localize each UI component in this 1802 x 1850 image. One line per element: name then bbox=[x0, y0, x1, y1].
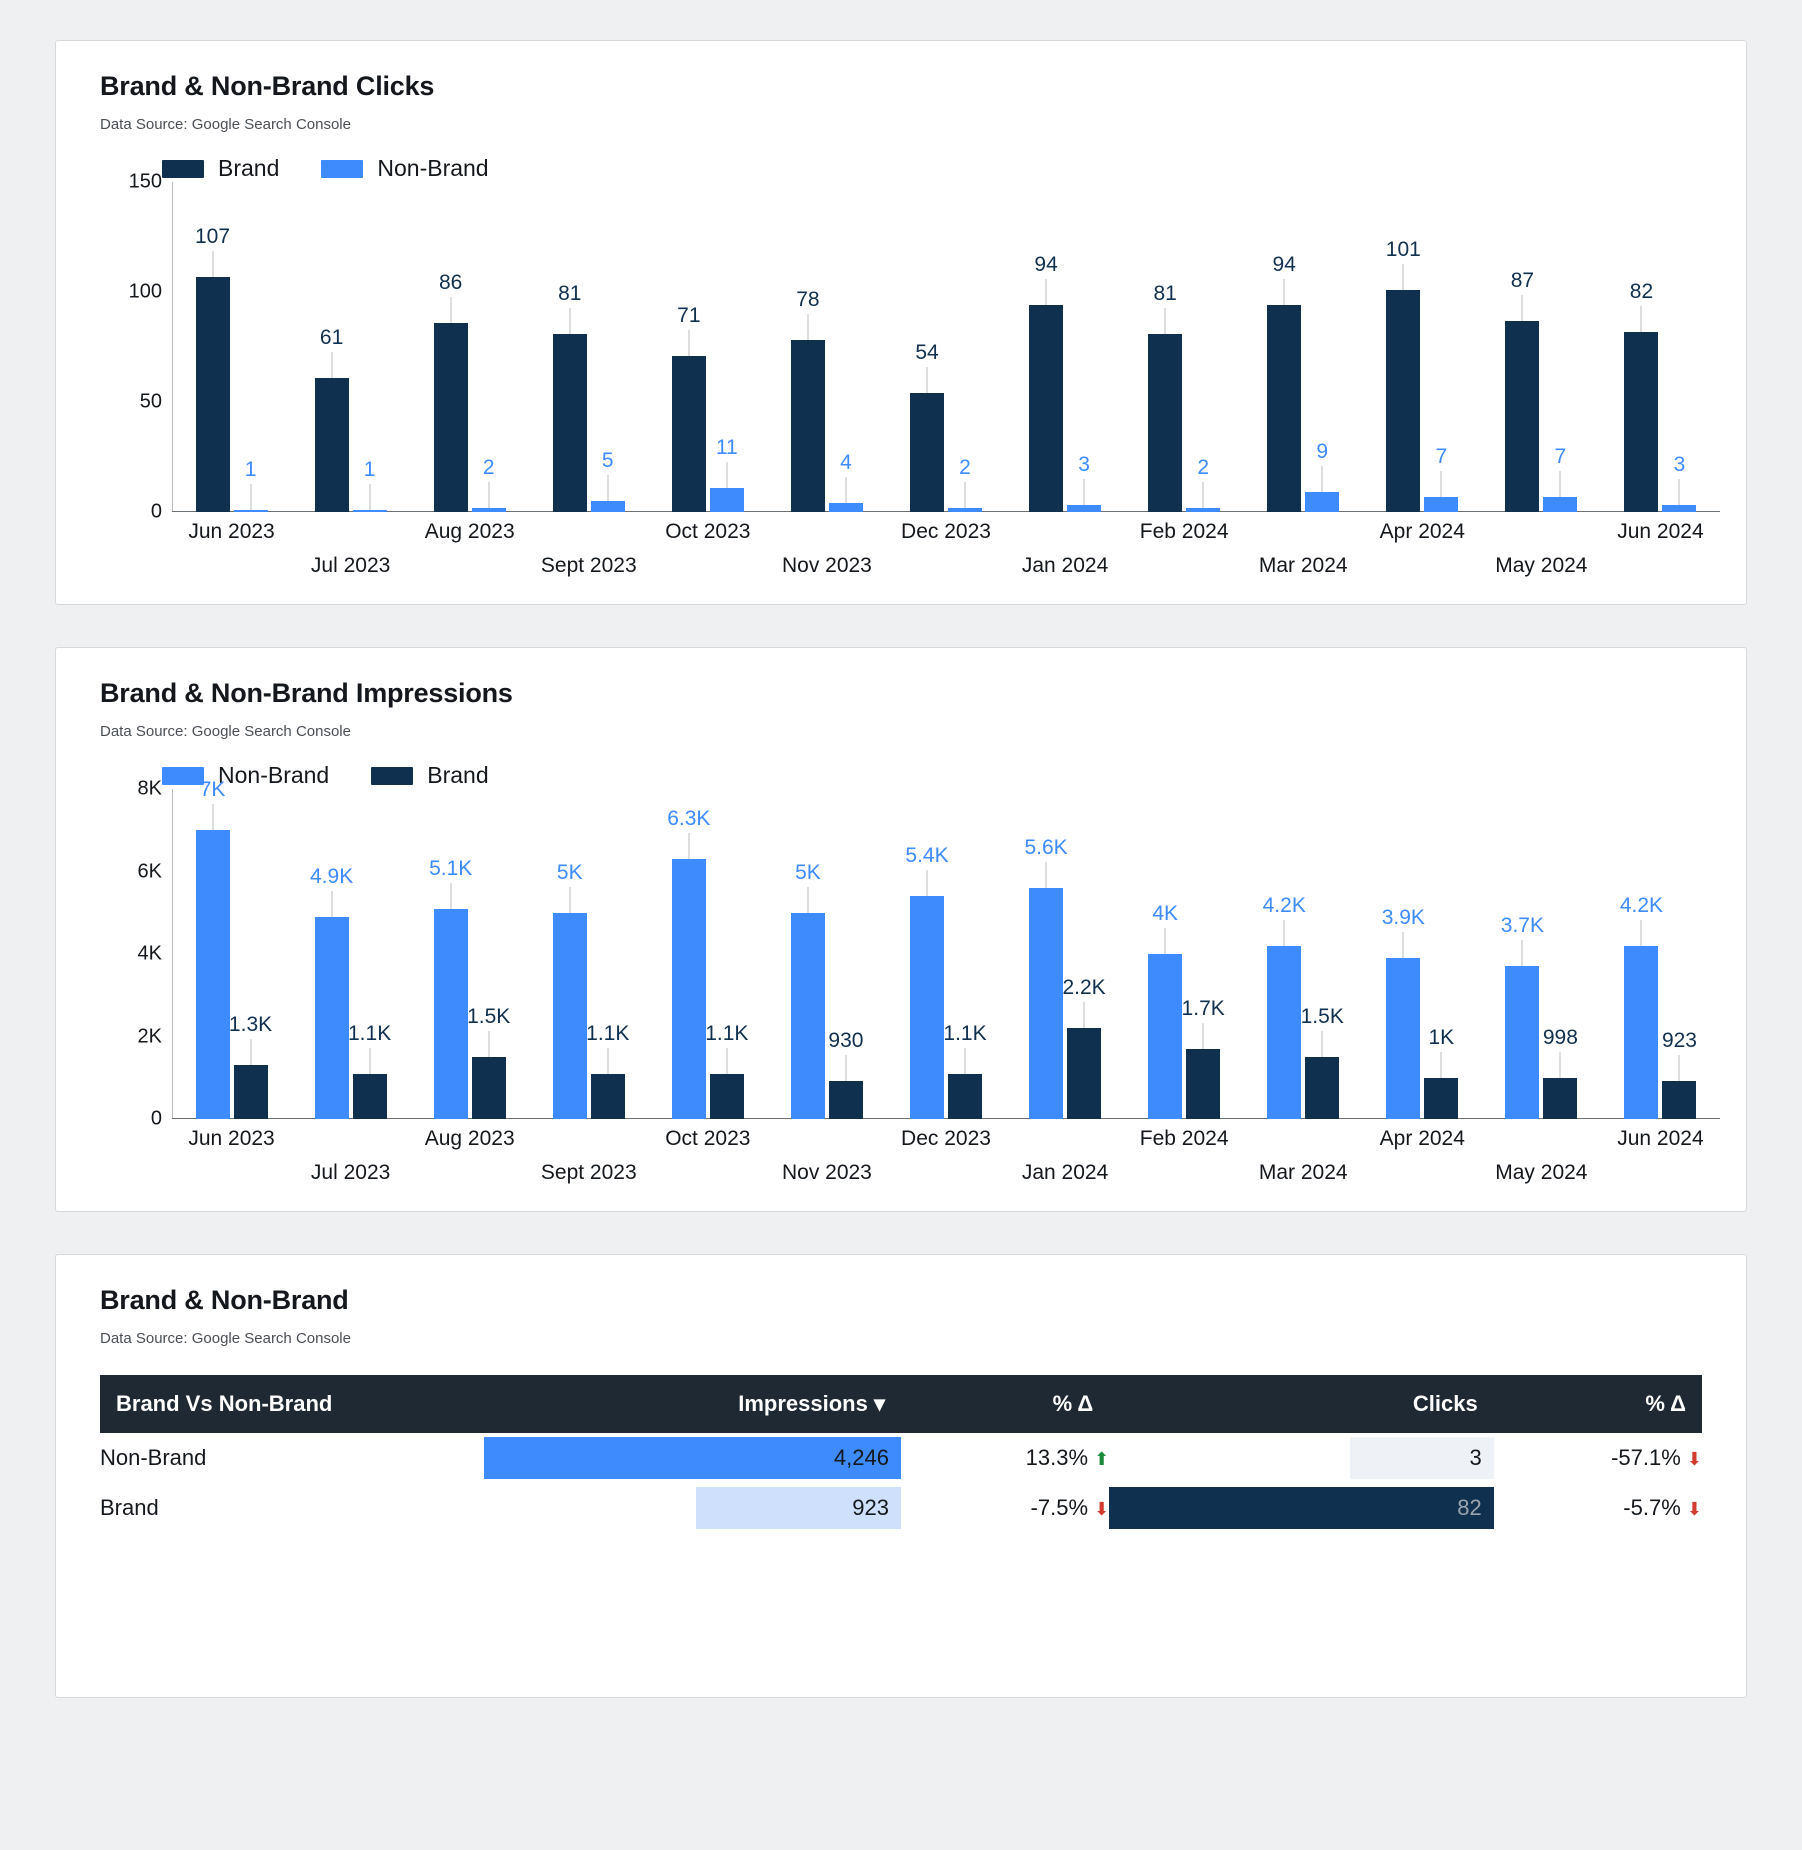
bar-value-label: 3.9K bbox=[1381, 906, 1425, 930]
bar-stem bbox=[450, 297, 451, 323]
bar-non-brand[interactable] bbox=[1500, 789, 1544, 1119]
bar-group bbox=[1244, 789, 1363, 1119]
bar-non-brand[interactable] bbox=[1619, 789, 1664, 1119]
row-label: Brand bbox=[100, 1495, 159, 1520]
bar-stem bbox=[607, 1048, 608, 1074]
bar-brand[interactable] bbox=[1148, 182, 1182, 512]
bar-value-label: 6.3K bbox=[667, 807, 711, 831]
legend-label-non-brand: Non-Brand bbox=[377, 155, 489, 181]
bar-value-label: 2 bbox=[959, 455, 971, 479]
bar-group bbox=[648, 789, 767, 1119]
clicks-delta-cell bbox=[1494, 1433, 1702, 1483]
bar-brand[interactable] bbox=[1543, 789, 1577, 1119]
bar-value-label: 54 bbox=[915, 341, 939, 365]
bar-brand[interactable] bbox=[553, 182, 587, 512]
bar-value-label: 81 bbox=[1153, 281, 1177, 305]
bar-stem bbox=[1679, 1055, 1680, 1081]
impressions-delta-value: 13.3% bbox=[1025, 1445, 1089, 1470]
x-axis-label: Feb 2024 bbox=[1139, 1127, 1229, 1150]
bar-brand[interactable] bbox=[1505, 182, 1539, 512]
bar-value-label: 1.1K bbox=[348, 1021, 392, 1045]
bar-stem bbox=[726, 462, 727, 488]
bar-stem bbox=[1084, 479, 1085, 505]
impressions-value: 4,246 bbox=[833, 1445, 889, 1470]
x-axis-label: Nov 2023 bbox=[781, 1161, 872, 1184]
bar-brand[interactable] bbox=[434, 182, 468, 512]
bar-group bbox=[529, 182, 648, 512]
bar-non-brand[interactable] bbox=[791, 789, 825, 1119]
impressions-delta-cell bbox=[901, 1433, 1109, 1483]
x-axis-label: Oct 2023 bbox=[665, 1127, 751, 1150]
bar-non-brand[interactable] bbox=[829, 182, 863, 512]
clicks-value: 82 bbox=[1457, 1495, 1482, 1520]
impressions-cell bbox=[484, 1483, 901, 1533]
table-row[interactable] bbox=[100, 1433, 1702, 1483]
bar-value-label: 998 bbox=[1542, 1025, 1578, 1049]
bar-stem bbox=[250, 484, 251, 510]
bar-stem bbox=[607, 475, 608, 501]
bar-non-brand[interactable] bbox=[1543, 182, 1577, 512]
bar-brand[interactable] bbox=[1424, 789, 1458, 1119]
y-tick-label: 4K bbox=[137, 942, 162, 965]
bar-value-label: 1.3K bbox=[228, 1013, 273, 1037]
y-tick-label: 50 bbox=[139, 390, 162, 413]
bar-stem bbox=[488, 1031, 489, 1057]
bar-group bbox=[410, 182, 529, 512]
clicks-chart bbox=[100, 170, 1720, 590]
bar-value-label: 87 bbox=[1510, 268, 1535, 292]
bar-stem bbox=[688, 833, 689, 859]
bar-stem bbox=[1046, 279, 1047, 305]
bar-group bbox=[1482, 182, 1601, 512]
bar-value-label: 2 bbox=[1197, 455, 1209, 479]
legend-label-non-brand: Non-Brand bbox=[218, 762, 330, 788]
impressions-chart bbox=[100, 777, 1720, 1197]
impressions-x-labels bbox=[172, 1119, 1720, 1197]
bar-value-label: 4 bbox=[840, 451, 852, 475]
x-axis-label: Jan 2024 bbox=[1021, 554, 1109, 577]
bar-value-label: 1.1K bbox=[586, 1021, 630, 1045]
bar-stem bbox=[845, 1055, 846, 1081]
impressions-delta-cell bbox=[901, 1483, 1109, 1533]
bar-value-label: 1.5K bbox=[1300, 1005, 1344, 1029]
bar-stem bbox=[212, 804, 213, 830]
data-source-label: Data Source: Google Search Console bbox=[100, 116, 351, 133]
y-tick-label: 0 bbox=[150, 500, 162, 523]
x-axis-label: Jan 2024 bbox=[1021, 1161, 1109, 1184]
bar-value-label: 78 bbox=[796, 288, 820, 312]
x-axis-label: Jul 2023 bbox=[310, 1161, 391, 1184]
column-header-clicks[interactable]: Clicks bbox=[1109, 1375, 1493, 1433]
bar-group bbox=[1363, 789, 1482, 1119]
bar-group bbox=[1482, 789, 1601, 1119]
table-empty-space bbox=[82, 1533, 1720, 1683]
bar-stem bbox=[1441, 471, 1442, 497]
bar-stem bbox=[1441, 1052, 1442, 1078]
bar-stem bbox=[688, 330, 689, 356]
x-axis-label: Oct 2023 bbox=[665, 520, 751, 543]
bar-brand[interactable] bbox=[1386, 182, 1420, 512]
table-header-row bbox=[100, 1375, 1702, 1433]
bar-brand[interactable] bbox=[1062, 789, 1106, 1119]
legend-swatch-brand bbox=[371, 767, 413, 785]
bar-non-brand[interactable] bbox=[905, 789, 949, 1119]
bar-brand[interactable] bbox=[1300, 789, 1344, 1119]
x-axis-label: Mar 2024 bbox=[1258, 1161, 1348, 1184]
x-axis-label: Apr 2024 bbox=[1379, 520, 1465, 543]
bar-group bbox=[291, 182, 410, 512]
bar-non-brand[interactable] bbox=[429, 789, 473, 1119]
bar-stem bbox=[1322, 1031, 1323, 1057]
bar-value-label: 3 bbox=[1078, 453, 1090, 477]
bar-value-label: 923 bbox=[1661, 1028, 1697, 1052]
x-axis-label: Dec 2023 bbox=[901, 520, 991, 543]
bar-stem bbox=[1203, 1023, 1204, 1049]
bar-stem bbox=[845, 477, 846, 503]
bar-brand[interactable] bbox=[672, 182, 706, 512]
bar-non-brand[interactable] bbox=[1262, 789, 1306, 1119]
arrow-down-icon: ⬇ bbox=[1686, 1449, 1702, 1469]
bar-value-label: 5K bbox=[556, 860, 583, 884]
bar-value-label: 5.6K bbox=[1024, 836, 1068, 859]
bar-stem bbox=[369, 484, 370, 510]
bar-brand[interactable] bbox=[1624, 182, 1658, 512]
bar-value-label: 7 bbox=[1435, 444, 1448, 468]
bar-value-label: 7 bbox=[1554, 444, 1567, 468]
bar-non-brand[interactable] bbox=[1067, 182, 1101, 512]
bar-value-label: 3.7K bbox=[1500, 914, 1544, 938]
clicks-y-axis bbox=[100, 170, 172, 523]
impressions-legend bbox=[162, 762, 1720, 789]
bar-stem bbox=[1165, 928, 1166, 954]
bar-non-brand[interactable] bbox=[1662, 182, 1696, 512]
bar-stem bbox=[331, 352, 332, 378]
bar-brand[interactable] bbox=[467, 789, 511, 1119]
arrow-down-icon: ⬇ bbox=[1094, 1499, 1110, 1519]
legend-swatch-brand bbox=[162, 160, 204, 178]
arrow-down-icon: ⬇ bbox=[1686, 1499, 1702, 1519]
x-axis-label: Jun 2023 bbox=[188, 1127, 275, 1150]
table-row[interactable] bbox=[100, 1483, 1702, 1533]
bar-value-label: 4.9K bbox=[310, 864, 354, 888]
bar-value-label: 1.1K bbox=[705, 1021, 749, 1045]
arrow-up-icon: ⬆ bbox=[1094, 1449, 1110, 1469]
bar-value-label: 81 bbox=[558, 281, 582, 305]
x-axis-label: Mar 2024 bbox=[1258, 554, 1348, 577]
bar-non-brand[interactable] bbox=[1381, 789, 1425, 1119]
bar-non-brand[interactable] bbox=[591, 182, 625, 512]
bar-stem bbox=[369, 1048, 370, 1074]
bar-group bbox=[172, 778, 291, 1119]
bar-non-brand[interactable] bbox=[948, 182, 982, 512]
bar-group bbox=[1601, 789, 1720, 1119]
x-axis-label: Jul 2023 bbox=[310, 554, 391, 577]
bar-value-label: 101 bbox=[1385, 237, 1421, 261]
bar-stem bbox=[1641, 920, 1642, 946]
bar-group bbox=[1006, 182, 1125, 512]
bar-stem bbox=[250, 1039, 251, 1065]
bar-stem bbox=[212, 251, 213, 277]
impressions-y-axis bbox=[100, 777, 172, 1130]
brand-vs-non-brand-table bbox=[100, 1375, 1702, 1533]
y-tick-label: 0 bbox=[150, 1107, 162, 1130]
bar-value-label: 107 bbox=[195, 224, 231, 248]
bar-brand[interactable] bbox=[1267, 182, 1301, 512]
bar-value-label: 94 bbox=[1034, 253, 1058, 277]
legend-label-brand: Brand bbox=[427, 762, 489, 788]
bar-stem bbox=[1403, 264, 1404, 290]
clicks-delta-cell bbox=[1494, 1483, 1702, 1533]
bar-stem bbox=[450, 883, 451, 909]
bar-brand[interactable] bbox=[943, 789, 987, 1119]
impressions-title: Brand & Non-Brand Impressions bbox=[100, 678, 513, 708]
bar-stem bbox=[1679, 479, 1680, 505]
bar-stem bbox=[927, 367, 928, 393]
bar-brand[interactable] bbox=[1662, 789, 1696, 1119]
bar-group bbox=[1125, 182, 1244, 512]
bar-stem bbox=[1641, 306, 1642, 332]
x-axis-label: Aug 2023 bbox=[424, 1127, 515, 1150]
column-header-impressions-label: Impressions bbox=[738, 1391, 868, 1416]
clicks-delta-value: -57.1% bbox=[1611, 1445, 1681, 1470]
x-axis-label: Dec 2023 bbox=[901, 1127, 991, 1150]
x-axis-label: May 2024 bbox=[1495, 1161, 1588, 1184]
clicks-cell bbox=[1109, 1483, 1493, 1533]
bar-value-label: 82 bbox=[1629, 279, 1654, 303]
x-axis-label: Jun 2024 bbox=[1617, 520, 1704, 543]
bar-brand[interactable] bbox=[791, 182, 825, 512]
bar-value-label: 1.5K bbox=[467, 1005, 511, 1029]
bar-group bbox=[1363, 182, 1482, 512]
bar-stem bbox=[1084, 1002, 1085, 1028]
column-header-clicks-delta[interactable]: % Δ bbox=[1494, 1375, 1702, 1433]
data-source-label: Data Source: Google Search Console bbox=[100, 723, 351, 740]
bar-brand[interactable] bbox=[829, 789, 863, 1119]
x-axis-label: Nov 2023 bbox=[781, 554, 872, 577]
bar-value-label: 930 bbox=[828, 1028, 864, 1052]
bar-brand[interactable] bbox=[910, 182, 944, 512]
bar-stem bbox=[965, 482, 966, 508]
clicks-cell bbox=[1109, 1433, 1493, 1483]
y-tick-label: 8K bbox=[137, 777, 162, 800]
bar-group bbox=[1006, 789, 1125, 1119]
bar-stem bbox=[488, 482, 489, 508]
bar-group bbox=[1244, 182, 1363, 512]
legend-swatch-non-brand bbox=[162, 767, 204, 785]
x-axis-label: Sept 2023 bbox=[540, 1161, 637, 1184]
y-tick-label: 150 bbox=[128, 170, 162, 193]
bar-non-brand[interactable] bbox=[353, 182, 387, 512]
clicks-legend bbox=[162, 155, 1720, 182]
bar-group bbox=[529, 789, 648, 1119]
bar-stem bbox=[1284, 920, 1285, 946]
bar-value-label: 4.2K bbox=[1262, 893, 1306, 917]
bar-stem bbox=[807, 314, 808, 340]
bar-non-brand[interactable] bbox=[196, 778, 230, 1119]
bar-value-label: 1 bbox=[363, 457, 376, 481]
bar-stem bbox=[1284, 279, 1285, 305]
bar-stem bbox=[1403, 932, 1404, 958]
bar-stem bbox=[1560, 471, 1561, 497]
bar-group bbox=[1125, 789, 1244, 1119]
bar-non-brand[interactable] bbox=[1186, 182, 1220, 512]
bar-brand[interactable] bbox=[228, 789, 273, 1119]
y-tick-label: 6K bbox=[137, 860, 162, 882]
column-header-name[interactable]: Brand Vs Non-Brand bbox=[100, 1375, 484, 1433]
bar-non-brand[interactable] bbox=[310, 789, 354, 1119]
bar-stem bbox=[927, 870, 928, 896]
bar-brand[interactable] bbox=[1181, 789, 1225, 1119]
bar-value-label: 61 bbox=[319, 325, 344, 349]
clicks-bars bbox=[172, 182, 1720, 512]
impressions-delta-value: -7.5% bbox=[1030, 1495, 1089, 1520]
legend-item-non-brand[interactable] bbox=[162, 762, 329, 789]
clicks-bar bbox=[1109, 1487, 1493, 1529]
bar-group bbox=[886, 789, 1005, 1119]
legend-item-non-brand[interactable] bbox=[321, 155, 488, 182]
bar-stem bbox=[331, 891, 332, 917]
bar-non-brand[interactable] bbox=[1305, 182, 1339, 512]
bar-non-brand[interactable] bbox=[710, 182, 744, 512]
bar-brand[interactable] bbox=[315, 182, 349, 512]
bar-stem bbox=[569, 308, 570, 334]
bar-non-brand[interactable] bbox=[553, 789, 587, 1119]
legend-label-brand: Brand bbox=[218, 155, 280, 181]
legend-item-brand[interactable] bbox=[371, 762, 488, 789]
bar-stem bbox=[569, 887, 570, 913]
x-axis-label: Sept 2023 bbox=[540, 554, 637, 577]
bar-non-brand[interactable] bbox=[667, 789, 711, 1119]
page-title: Brand & Non-Brand Clicks bbox=[100, 71, 435, 101]
impressions-chart-card bbox=[55, 647, 1747, 1212]
x-axis-label: Apr 2024 bbox=[1379, 1127, 1465, 1150]
bar-non-brand[interactable] bbox=[472, 182, 506, 512]
clicks-delta-value: -5.7% bbox=[1623, 1495, 1681, 1520]
bar-brand[interactable] bbox=[586, 789, 630, 1119]
bar-value-label: 4.2K bbox=[1619, 893, 1664, 917]
bar-value-label: 1.7K bbox=[1181, 996, 1225, 1020]
column-header-impressions[interactable] bbox=[484, 1375, 901, 1433]
x-axis-label: May 2024 bbox=[1495, 554, 1588, 577]
bar-value-label: 11 bbox=[715, 435, 738, 459]
bar-value-label: 9 bbox=[1316, 440, 1329, 464]
bar-value-label: 3 bbox=[1673, 453, 1686, 477]
row-label: Non-Brand bbox=[100, 1445, 207, 1470]
bar-stem bbox=[1203, 482, 1204, 508]
bar-stem bbox=[726, 1048, 727, 1074]
legend-swatch-non-brand bbox=[321, 160, 363, 178]
bar-group bbox=[410, 789, 529, 1119]
bar-value-label: 5 bbox=[601, 449, 614, 472]
bar-value-label: 71 bbox=[677, 303, 701, 327]
x-axis-label: Jun 2023 bbox=[188, 520, 275, 543]
bar-non-brand[interactable] bbox=[234, 182, 268, 512]
impressions-bars bbox=[172, 778, 1720, 1119]
bar-value-label: 1 bbox=[244, 457, 257, 481]
bar-stem bbox=[1522, 940, 1523, 966]
clicks-value: 3 bbox=[1469, 1445, 1482, 1470]
bar-group bbox=[172, 182, 291, 512]
bar-group bbox=[767, 789, 886, 1119]
bar-value-label: 5K bbox=[795, 860, 821, 884]
bar-brand[interactable] bbox=[705, 789, 749, 1119]
bar-value-label: 1.1K bbox=[943, 1021, 987, 1045]
bar-group bbox=[1601, 182, 1720, 512]
x-axis-label: Feb 2024 bbox=[1139, 520, 1229, 543]
legend-item-brand[interactable] bbox=[162, 155, 279, 182]
bar-non-brand[interactable] bbox=[1024, 789, 1068, 1119]
bar-non-brand[interactable] bbox=[1424, 182, 1458, 512]
impressions-cell bbox=[484, 1433, 901, 1483]
bar-group bbox=[648, 182, 767, 512]
bar-stem bbox=[1046, 862, 1047, 888]
bar-group bbox=[886, 182, 1005, 512]
bar-stem bbox=[1165, 308, 1166, 334]
brand-table-card bbox=[55, 1254, 1747, 1698]
bar-stem bbox=[1322, 466, 1323, 492]
x-axis-label: Jun 2024 bbox=[1617, 1127, 1704, 1150]
bar-stem bbox=[965, 1048, 966, 1074]
bar-value-label: 7K bbox=[199, 778, 226, 802]
bar-group bbox=[767, 182, 886, 512]
bar-brand[interactable] bbox=[1029, 182, 1063, 512]
y-tick-label: 100 bbox=[128, 280, 162, 303]
bar-non-brand[interactable] bbox=[1148, 789, 1182, 1119]
x-axis-label: Aug 2023 bbox=[424, 520, 515, 543]
impressions-value: 923 bbox=[852, 1495, 889, 1520]
bar-value-label: 2 bbox=[482, 455, 495, 479]
bar-stem bbox=[1522, 295, 1523, 321]
bar-value-label: 86 bbox=[439, 270, 463, 294]
table-title: Brand & Non-Brand bbox=[100, 1285, 349, 1315]
y-tick-label: 2K bbox=[137, 1025, 162, 1047]
clicks-x-labels bbox=[172, 512, 1720, 590]
bar-brand[interactable] bbox=[348, 789, 392, 1119]
bar-value-label: 2.2K bbox=[1062, 976, 1106, 1000]
bar-value-label: 1K bbox=[1428, 1025, 1455, 1049]
sort-desc-icon[interactable]: ▾ bbox=[873, 1391, 885, 1416]
bar-value-label: 94 bbox=[1272, 253, 1296, 277]
bar-stem bbox=[1560, 1052, 1561, 1078]
column-header-impressions-delta[interactable]: % Δ bbox=[901, 1375, 1109, 1433]
bar-brand[interactable] bbox=[196, 182, 230, 512]
bar-value-label: 5.1K bbox=[429, 856, 473, 880]
clicks-chart-card bbox=[55, 40, 1747, 605]
data-source-label: Data Source: Google Search Console bbox=[100, 1330, 351, 1347]
bar-value-label: 5.4K bbox=[905, 844, 949, 868]
bar-value-label: 4K bbox=[1152, 902, 1178, 925]
bar-group bbox=[291, 789, 410, 1119]
bar-stem bbox=[807, 887, 808, 913]
